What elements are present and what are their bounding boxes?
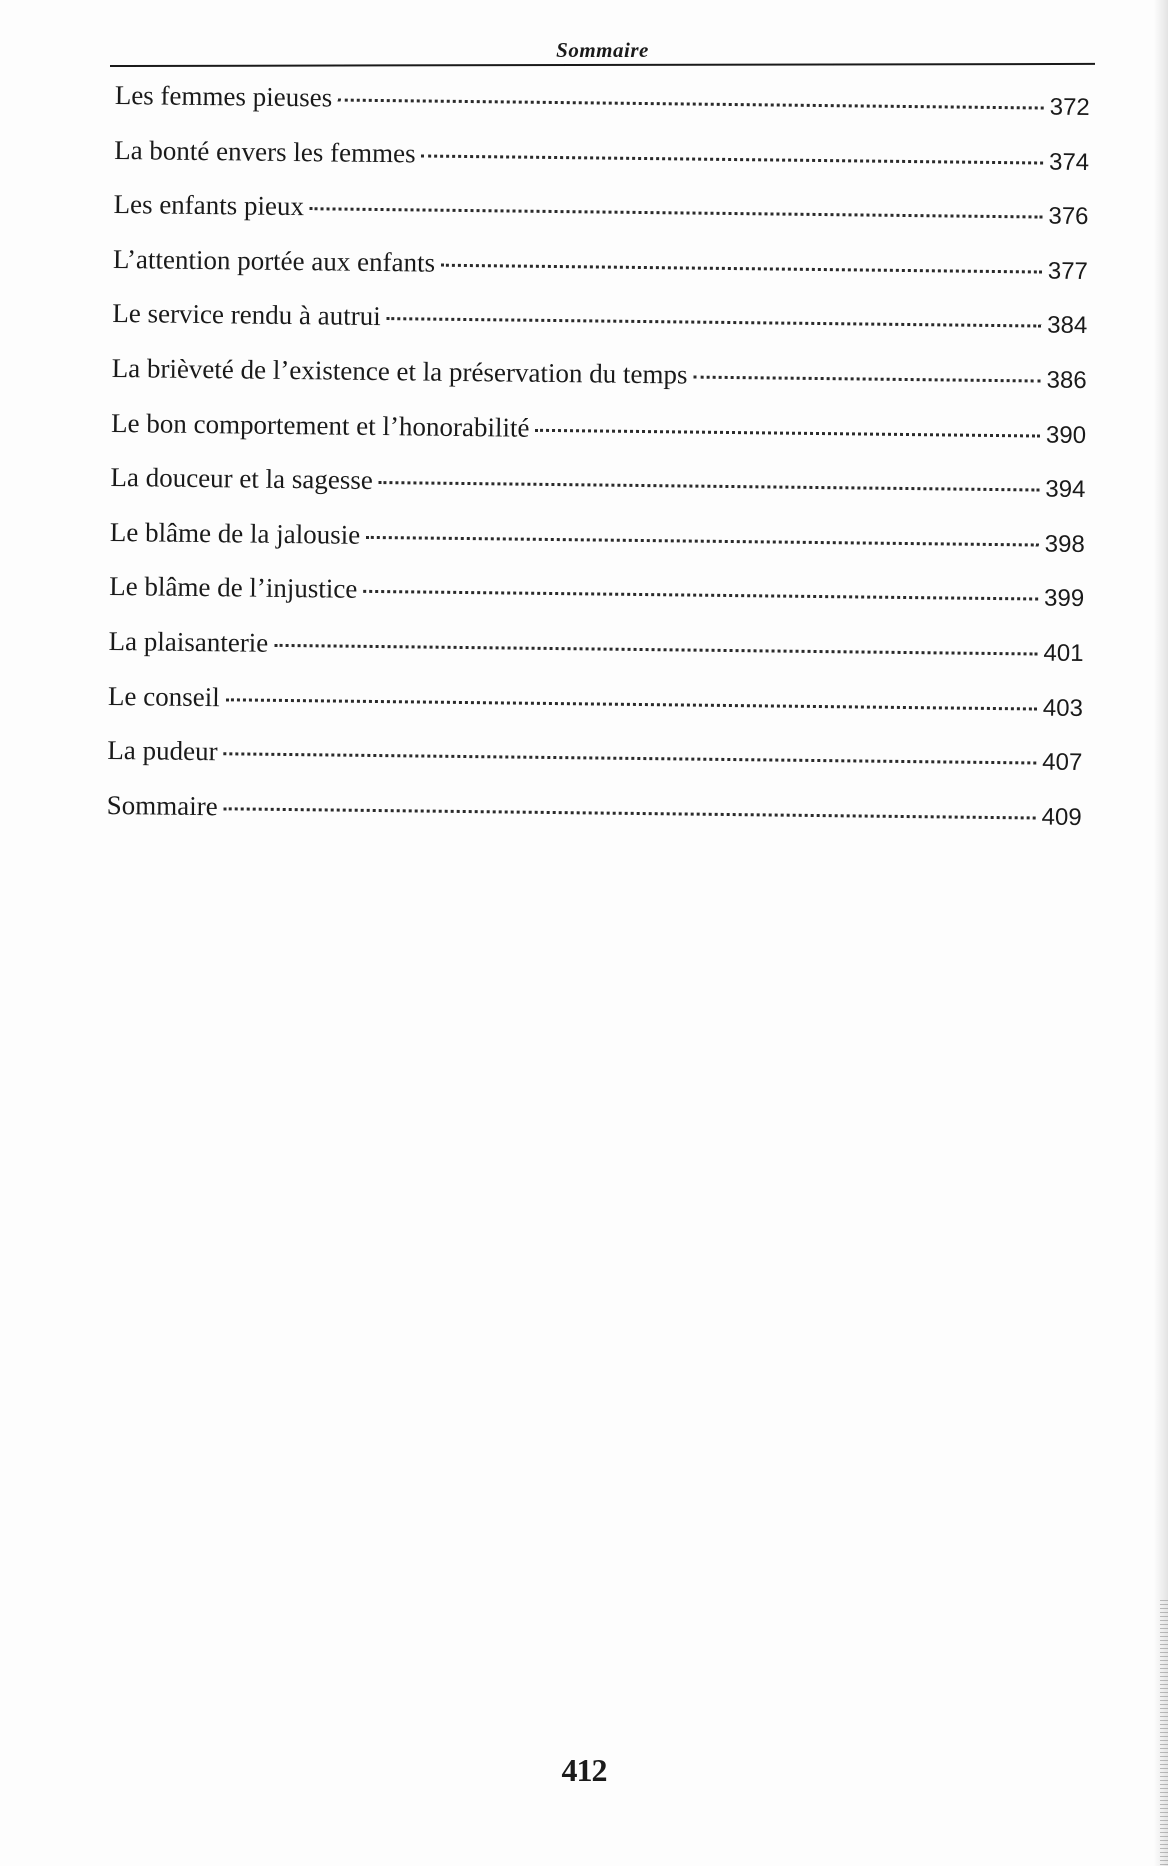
toc-dot-leader <box>274 644 1037 656</box>
toc-entry-title: Le blâme de l’injustice <box>109 571 358 605</box>
toc-entry-title: Le conseil <box>107 680 220 712</box>
toc-entry-title: Les enfants pieux <box>113 189 305 222</box>
toc-dot-leader <box>224 752 1037 764</box>
toc-dot-leader <box>310 207 1043 218</box>
toc-entry-page: 390 <box>1045 421 1087 449</box>
toc-entry-title: Sommaire <box>106 789 218 821</box>
toc-dot-leader <box>224 807 1036 819</box>
toc-dot-leader <box>441 263 1042 273</box>
toc-entry-page: 401 <box>1043 639 1084 667</box>
toc-entry-title: La pudeur <box>107 735 218 767</box>
header-title: Sommaire <box>556 38 649 62</box>
toc-entry-page: 398 <box>1044 530 1085 558</box>
toc-entry-title: La plaisanterie <box>108 625 269 658</box>
toc-dot-leader <box>535 428 1040 437</box>
toc-dot-leader <box>422 154 1044 164</box>
toc-dot-leader <box>366 536 1039 547</box>
toc-entry-title: La brièveté de l’existence et la préservation du temps <box>111 352 688 390</box>
table-of-contents <box>106 78 1090 853</box>
toc-entry-title: La bonté envers les femmes <box>114 134 416 169</box>
page-edge-shadow <box>1154 0 1168 1866</box>
toc-entry-page: 407 <box>1042 748 1083 777</box>
toc-entry-title: Le bon comportement et l’honorabilité <box>110 407 530 443</box>
toc-dot-leader <box>363 590 1038 601</box>
toc-dot-leader <box>226 698 1037 710</box>
toc-entry-page: 374 <box>1048 148 1090 176</box>
page-number: 412 <box>561 1752 607 1788</box>
toc-entry-title: La douceur et la sagesse <box>110 462 374 496</box>
running-header <box>110 38 1095 68</box>
toc-dot-leader <box>693 376 1040 383</box>
toc-entry-page: 377 <box>1047 257 1089 285</box>
toc-entry-page: 409 <box>1041 803 1082 831</box>
header-rule <box>110 63 1095 67</box>
toc-entry-page: 384 <box>1047 311 1088 340</box>
toc-dot-leader <box>387 317 1042 327</box>
toc-dot-leader <box>379 481 1040 491</box>
toc-entry-title: L’attention portée aux enfants <box>112 243 436 278</box>
toc-entry-page: 386 <box>1046 366 1087 395</box>
toc-entry-page: 394 <box>1045 475 1086 504</box>
toc-entry-page: 376 <box>1048 202 1089 231</box>
toc-entry-title: Le service rendu à autrui <box>112 298 381 332</box>
toc-entry-title: Le blâme de la jalousie <box>109 516 361 550</box>
toc-entry-page: 372 <box>1049 93 1090 122</box>
toc-entry-page: 399 <box>1043 584 1085 613</box>
toc-dot-leader <box>338 99 1044 110</box>
toc-entry-title: Les femmes pieuses <box>114 79 333 113</box>
toc-entry-page: 403 <box>1042 694 1084 722</box>
page-edge-speckle <box>1160 1600 1168 1866</box>
toc-entry <box>106 788 1082 854</box>
